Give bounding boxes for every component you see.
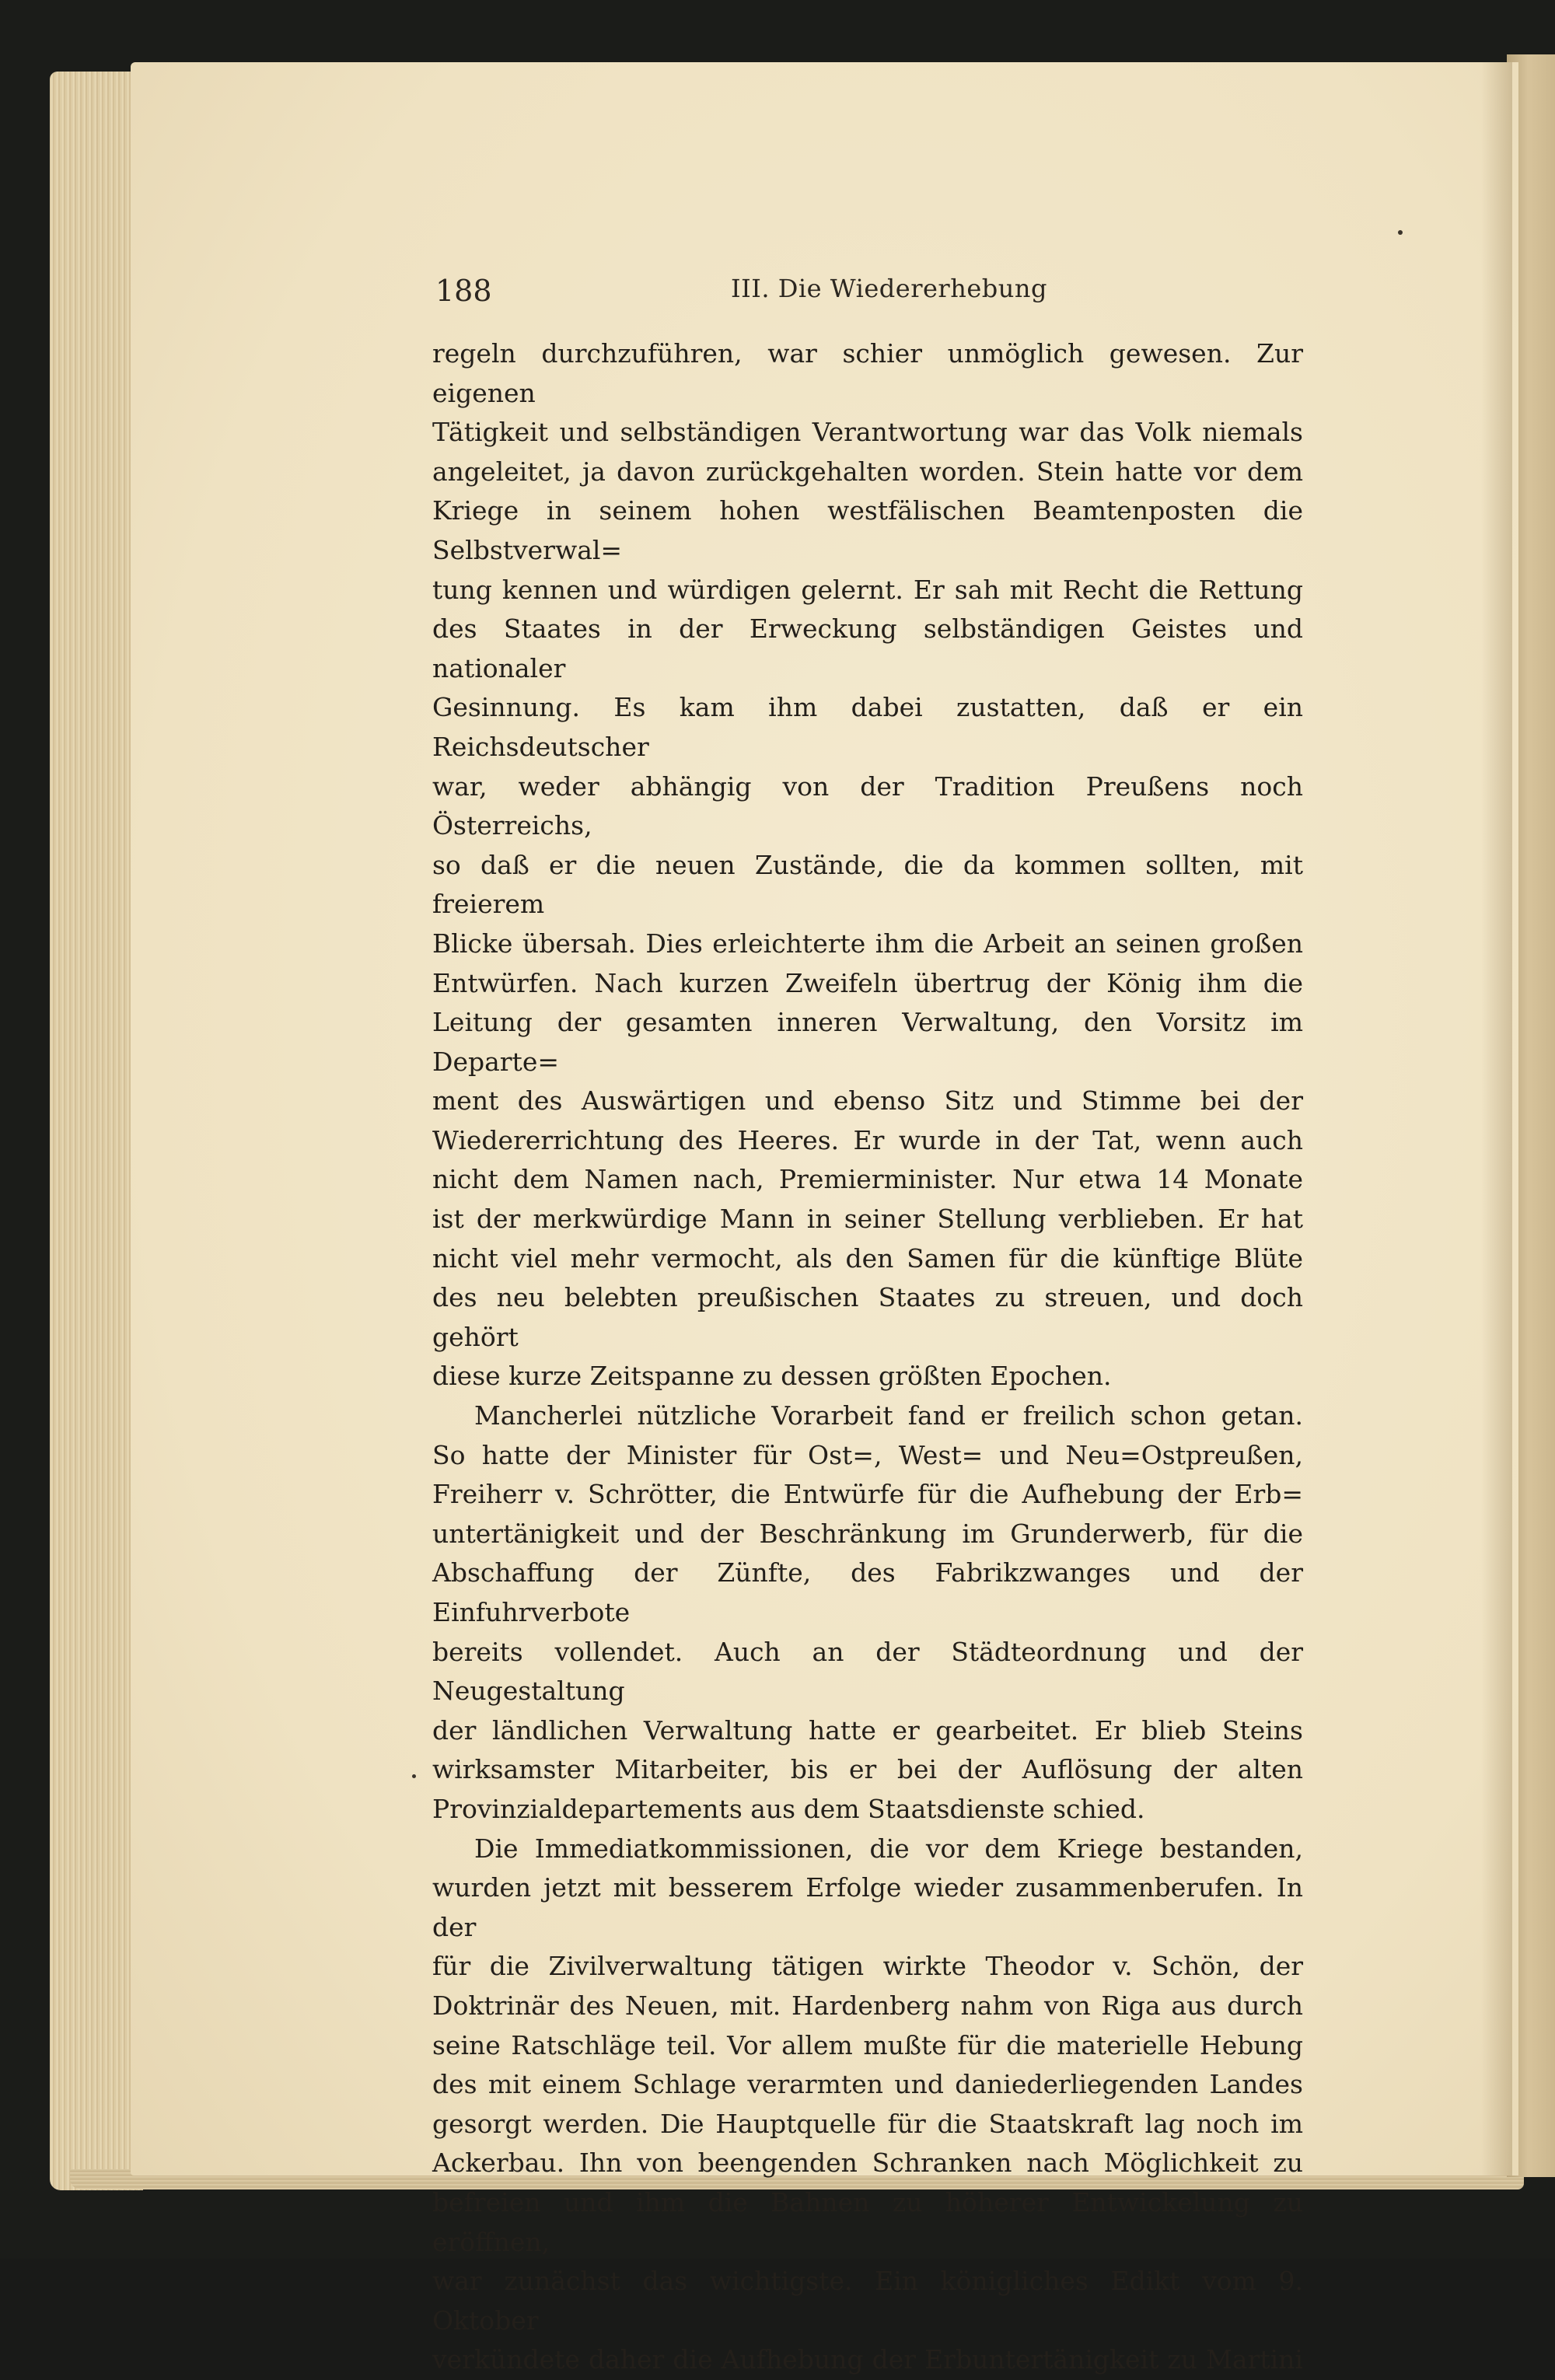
paper-speck xyxy=(412,1774,416,1778)
text-line: war zunächst das wichtigste. Ein königliches Edikt vom 9. Oktober xyxy=(432,2266,1303,2336)
text-line: ment des Auswärtigen und ebenso Sitz und Stimme bei der xyxy=(432,1085,1303,1117)
text-line: Abschaffung der Zünfte, des Fabrikzwanges und der Einfuhrverbote xyxy=(432,1557,1303,1627)
text-line: diese kurze Zeitspanne zu dessen größten Epochen. xyxy=(432,1361,1112,1392)
text-line: seine Ratschläge teil. Vor allem mußte für die materielle Hebung xyxy=(432,2029,1303,2060)
text-line: regeln durchzuführen, war schier unmöglich gewesen. Zur eigenen xyxy=(432,338,1303,408)
text-line: bereits vollendet. Auch an der Städteordnung und der Neugestaltung xyxy=(432,1636,1303,1707)
text-line: Gesinnung. Es kam ihm dabei zustatten, daß er ein Reichsdeutscher xyxy=(432,692,1303,762)
text-line: für die Zivilverwaltung tätigen wirkte Theodor v. Schön, der xyxy=(432,1951,1303,1982)
text-line: befreien und ihm die Bahnen zu höherer Entwickelung zu eröffnen, xyxy=(432,2186,1303,2257)
text-line: war, weder abhängig von der Tradition Preußens noch Österreichs, xyxy=(432,771,1303,841)
text-line: Wiedererrichtung des Heeres. Er wurde in der Tat, wenn auch xyxy=(432,1124,1303,1155)
text-line: des Staates in der Erweckung selbständigen Geistes und nationaler xyxy=(432,613,1303,683)
paragraph xyxy=(432,334,1303,1396)
body-text xyxy=(432,334,1303,2380)
text-line: Mancherlei nützliche Vorarbeit fand er freilich schon getan. xyxy=(474,1400,1303,1431)
text-line: Entwürfen. Nach kurzen Zweifeln übertrug der König ihm die xyxy=(432,967,1303,998)
text-line: wurden jetzt mit besserem Erfolge wieder zusammenberufen. In der xyxy=(432,1872,1303,1942)
paragraph xyxy=(432,1830,1303,2380)
text-line: Die Immediatkommissionen, die vor dem Kriege bestanden, xyxy=(474,1833,1303,1864)
text-line: Tätigkeit und selbständigen Verantwortung war das Volk niemals xyxy=(432,417,1303,448)
text-line: des mit einem Schlage verarmten und daniederliegenden Landes xyxy=(432,2069,1303,2100)
gutter-shadow xyxy=(1481,62,1512,2176)
text-line: untertänigkeit und der Beschränkung im Grunderwerb, für die xyxy=(432,1518,1303,1549)
text-line: nicht viel mehr vermocht, als den Samen für die künftige Blüte xyxy=(432,1242,1303,1274)
text-line: des neu belebten preußischen Staates zu streuen, und doch gehört xyxy=(432,1282,1303,1352)
text-line: tung kennen und würdigen gelernt. Er sah mit Recht die Rettung xyxy=(432,574,1303,605)
text-line: gesorgt werden. Die Hauptquelle für die Staatskraft lag noch im xyxy=(432,2108,1303,2139)
text-line: ist der merkwürdige Mann in seiner Stellung verblieben. Er hat xyxy=(432,1204,1303,1235)
text-line: So hatte der Minister für Ost=, West= und Neu=Ostpreußen, xyxy=(432,1439,1303,1470)
running-head: III. Die Wiedererhebung xyxy=(731,274,1047,303)
page-number: 188 xyxy=(435,274,492,308)
text-line: der ländlichen Verwaltung hatte er gearbeitet. Er blieb Steins xyxy=(432,1714,1303,1746)
text-line: Kriege in seinem hohen westfälischen Beamtenposten die Selbstverwal= xyxy=(432,495,1303,565)
text-line: angeleitet, ja davon zurückgehalten worden. Stein hatte vor dem xyxy=(432,456,1303,487)
text-line: Ackerbau. Ihn von beengenden Schranken nach Möglichkeit zu xyxy=(432,2148,1303,2179)
paper-speck xyxy=(1398,230,1403,235)
text-line: Leitung der gesamten inneren Verwaltung, den Vorsitz im Departe= xyxy=(432,1007,1303,1077)
text-line: Blicke übersah. Dies erleichterte ihm die Arbeit an seinen großen xyxy=(432,928,1303,959)
text-line: verkündete daher die Aufhebung der Erbuntertänigkeit zu Martini xyxy=(432,2344,1303,2375)
text-line: wirksamster Mitarbeiter, bis er bei der Auflösung der alten xyxy=(432,1754,1303,1785)
text-line: Doktrinär des Neuen, mit. Hardenberg nahm von Riga aus durch xyxy=(432,1990,1303,2021)
page-stack-edges xyxy=(50,72,143,2190)
text-line: Provinzialdepartements aus dem Staatsdienste schied. xyxy=(432,1793,1145,1824)
text-line: Freiherr v. Schrötter, die Entwürfe für die Aufhebung der Erb= xyxy=(432,1479,1303,1510)
text-line: nicht dem Namen nach, Premierminister. Nur etwa 14 Monate xyxy=(432,1164,1303,1195)
text-line: so daß er die neuen Zustände, die da kommen sollten, mit freierem xyxy=(432,849,1303,920)
paragraph xyxy=(432,1396,1303,1830)
